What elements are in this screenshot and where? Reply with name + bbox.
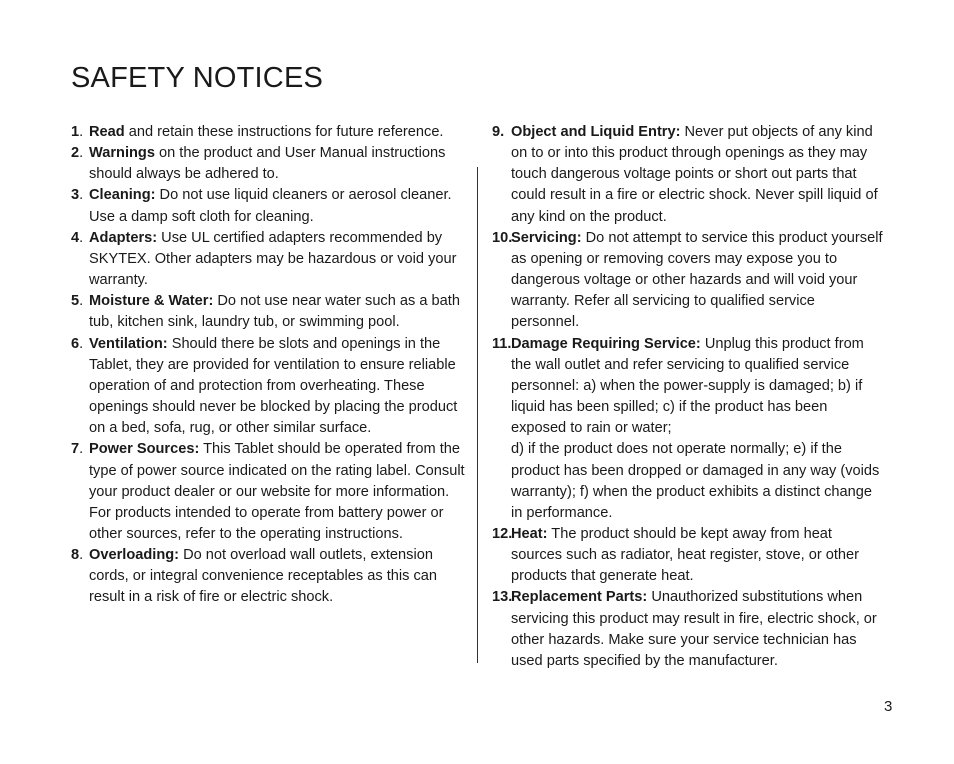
notice-number: 11. — [492, 335, 512, 352]
notice-heading: Moisture & Water: — [89, 293, 214, 310]
notice-item-6: 6. Ventilation: Should there be slots and openings in the Tablet, they are provided for ventilation to ensure reliable operation of and protection from overheating. These openings should never be blocked by placing the product on a bed, sofa, rug, or other similar surface. — [71, 335, 458, 437]
notice-text: and retain these instructions for future reference. — [124, 124, 444, 140]
notice-heading: Replacement Parts: — [511, 589, 648, 606]
notice-heading: Damage Requiring Service: — [511, 335, 701, 352]
notice-text: Unauthorized substitutions when servicing this product may result in fire, electric shock, or other hazards. Make sure your service technician has used parts specified by the manufacturer. — [511, 589, 877, 669]
notice-item-8: 8. Overloading: Do not overload wall outlets, extension cords, or integral convenience receptables as this can result in a risk of fire or electric shock. — [71, 547, 438, 606]
notice-heading: Cleaning: — [89, 187, 156, 204]
notice-text: on the product and User Manual instructions should always be adhered to. — [89, 145, 446, 183]
left-column — [71, 122, 471, 609]
right-column — [492, 122, 884, 672]
notice-number: 13. — [492, 589, 513, 606]
notice-text: Use UL certified adapters recommended by SKYTEX. Other adapters may be hazardous or void your warranty. — [89, 229, 457, 289]
notice-number: 3 — [71, 187, 80, 204]
notice-item-11 — [492, 334, 884, 524]
notice-heading: Power Sources: — [89, 441, 200, 458]
notice-heading: Heat: — [511, 525, 548, 542]
notice-text: Do not attempt to service this product yourself as opening or removing covers may expose you to dangerous voltage or other hazards and will void your warranty. Refer all servicing to qualified service personnel. — [511, 229, 883, 331]
notice-item-1: 1. Read and retain these instructions for future reference. — [71, 124, 444, 140]
notice-item-9 — [492, 122, 884, 228]
notice-number: 12. — [492, 525, 513, 542]
notice-heading: Overloading: — [89, 547, 180, 564]
notice-text: This Tablet should be operated from the type of power source indicated on the rating label. Consult your product dealer or our website for more information. For products intended to operate from battery power or other sources, refer to the operating instructions. — [89, 441, 465, 542]
notice-number: 6 — [71, 335, 80, 352]
notice-item-3: 3. Cleaning: Do not use liquid cleaners or aerosol cleaner. Use a damp soft cloth for cleaning. — [71, 187, 452, 225]
notice-item-4: 4. Adapters: Use UL certified adapters recommended by SKYTEX. Other adapters may be hazardous or void your warranty. — [71, 229, 457, 289]
notice-number: 5 — [71, 293, 80, 310]
notice-heading: Servicing: — [511, 229, 582, 246]
notice-text: Do not overload wall outlets, extension cords, or integral convenience receptables as this can result in a risk of fire or electric shock. — [89, 547, 438, 606]
notice-number: 2 — [71, 145, 80, 162]
notice-heading: Ventilation: — [89, 335, 168, 352]
notice-item-7: 7. Power Sources: This Tablet should be operated from the type of power source indicated on the rating label. Consult your product dealer or our website for more information. For products intended to operate from battery power or other sources, refer to the operating instructions. — [71, 441, 465, 542]
column-divider — [477, 167, 478, 663]
notice-text: The product should be kept away from heat sources such as radiator, heat register, stove, or other products that generate heat. — [511, 525, 859, 585]
notice-item-12 — [492, 524, 884, 587]
notice-heading: Warnings — [89, 145, 155, 162]
notice-item-5: 5. Moisture & Water: Do not use near water such as a bath tub, kitchen sink, laundry tub, or swimming pool. — [71, 293, 460, 331]
notice-item-2: 2. Warnings on the product and User Manual instructions should always be adhered to. — [71, 145, 446, 183]
notice-text: Never put objects of any kind on to or into this product through openings as they may touch dangerous voltage points or short out parts that could result in a fire or electric shock. Never spill liquid of any kind on the product. — [511, 124, 878, 225]
notice-text: Should there be slots and openings in the Tablet, they are provided for ventilation to ensure reliable operation of and protection from overheating. These openings should never be blocked by placing the product on a bed, sofa, rug, or other similar surface. — [89, 335, 458, 437]
notice-heading: Read — [89, 124, 125, 140]
notice-text: Do not use liquid cleaners or aerosol cleaner. Use a damp soft cloth for cleaning. — [89, 187, 452, 225]
notice-number: 10. — [492, 229, 513, 246]
notice-text-continued: d) if the product does not operate normally; e) if the product has been dropped or damaged in any way (voids warranty); f) when the product exhibits a distinct change in performance. — [511, 441, 880, 521]
notice-number: 8 — [71, 547, 80, 564]
notice-number: 1 — [71, 124, 80, 140]
notice-heading: Adapters: — [89, 229, 158, 246]
page-title: SAFETY NOTICES — [71, 62, 324, 94]
notice-number: 7 — [71, 441, 80, 458]
notice-heading: Object and Liquid Entry: — [511, 124, 681, 140]
notice-number: 9. — [492, 124, 505, 140]
notice-number: 4 — [71, 229, 80, 246]
notice-text: Do not use near water such as a bath tub, kitchen sink, laundry tub, or swimming pool. — [89, 293, 460, 331]
notice-item-10 — [492, 228, 884, 334]
page-number: 3 — [884, 698, 893, 715]
notice-text: Unplug this product from the wall outlet and refer servicing to qualified service personnel: a) when the power-supply is damaged; b) if liquid has been spilled; c) if the product has been exposed to rain or water; — [511, 335, 864, 437]
notice-item-13 — [492, 587, 884, 672]
